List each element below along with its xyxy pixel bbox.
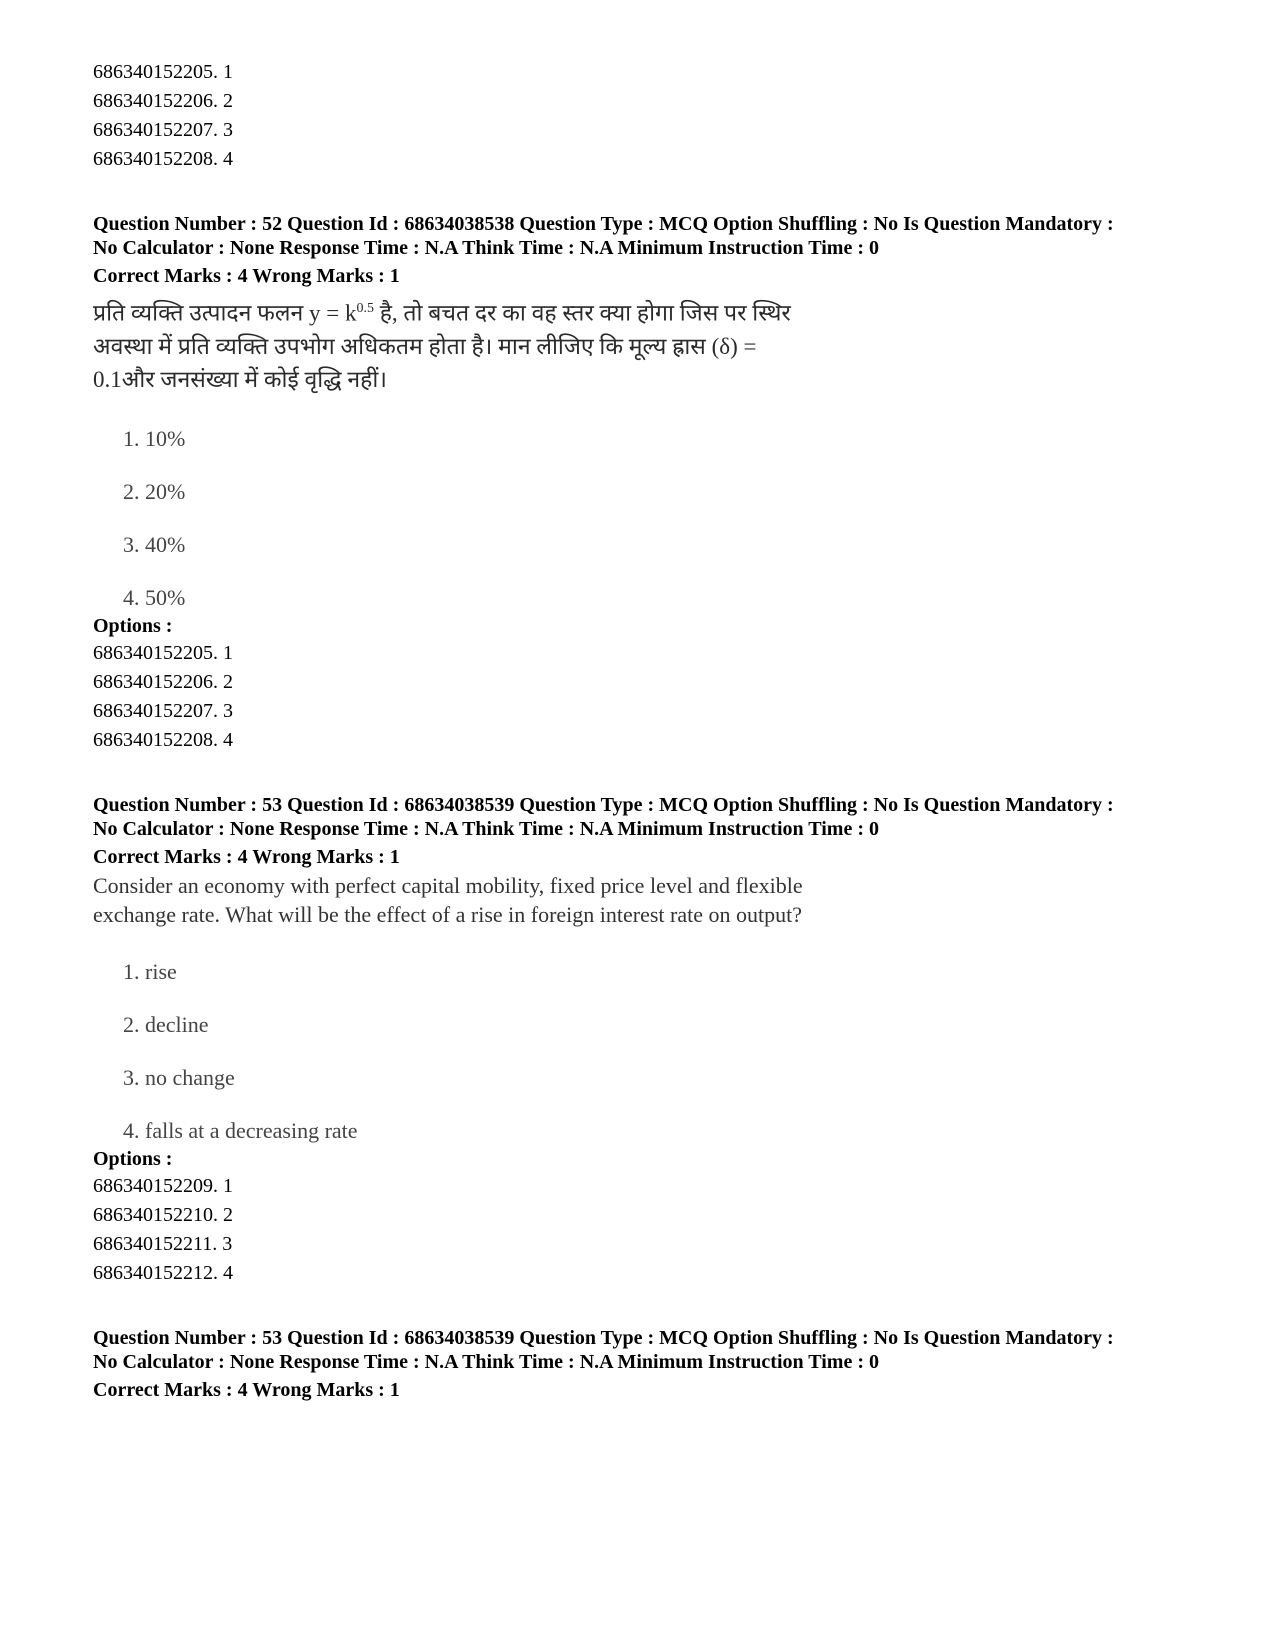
option-id-line: 686340152207. 3 <box>93 119 233 141</box>
answer-choice: 4. falls at a decreasing rate <box>123 1117 358 1143</box>
answer-choice: 1. rise <box>123 958 177 984</box>
question-text-line1 <box>93 292 1193 330</box>
question-text-part1: प्रति व्यक्ति उत्पादन फलन y = k <box>93 300 357 326</box>
question-meta-line2: No Calculator : None Response Time : N.A Think Time : N.A Minimum Instruction Time : 0 <box>93 237 879 259</box>
option-id-line: 686340152206. 2 <box>93 90 233 112</box>
question-53-block <box>93 793 1193 1288</box>
question-53-repeat-block <box>93 1326 1193 1402</box>
question-text-part2: है, तो बचत दर का वह स्तर क्या होगा जिस पर स्थिर <box>373 300 791 326</box>
question-text-line3: 0.1और जनसंख्या में कोई वृद्धि नहीं। <box>93 366 388 392</box>
question-meta-line2: No Calculator : None Response Time : N.A Think Time : N.A Minimum Instruction Time : 0 <box>93 1350 879 1373</box>
question-52-block <box>93 212 1193 755</box>
answer-choice: 2. decline <box>123 1011 209 1037</box>
question-meta-line1: Question Number : 52 Question Id : 68634038538 Question Type : MCQ Option Shuffling : No Is Question Mandatory : <box>93 213 1114 235</box>
question-text <box>93 292 1193 396</box>
option-id-line: 686340152207. 3 <box>93 699 233 722</box>
option-id-line: 686340152206. 2 <box>93 670 233 693</box>
question-marks: Correct Marks : 4 Wrong Marks : 1 <box>93 845 400 868</box>
answer-choice: 4. 50% <box>123 584 186 610</box>
option-id-line: 686340152211. 3 <box>93 1232 233 1255</box>
option-id-line: 686340152208. 4 <box>93 148 233 170</box>
question-text <box>93 871 1193 929</box>
question-text-line2: अवस्था में प्रति व्यक्ति उपभोग अधिकतम होता है। मान लीजिए कि मूल्य ह्रास (δ) = <box>93 333 757 359</box>
question-meta-line1: Question Number : 53 Question Id : 68634038539 Question Type : MCQ Option Shuffling : No Is Question Mandatory : <box>93 1326 1114 1349</box>
answer-choice: 3. 40% <box>123 531 186 557</box>
option-id-line: 686340152209. 1 <box>93 1174 233 1197</box>
question-text-line2: exchange rate. What will be the effect of a rise in foreign interest rate on output? <box>93 901 803 927</box>
question-marks: Correct Marks : 4 Wrong Marks : 1 <box>93 265 400 287</box>
answer-choice: 1. 10% <box>123 425 186 451</box>
answer-choice: 2. 20% <box>123 478 186 504</box>
question-marks: Correct Marks : 4 Wrong Marks : 1 <box>93 1378 400 1401</box>
previous-options-list <box>93 58 1193 174</box>
option-id-line: 686340152205. 1 <box>93 61 233 83</box>
question-meta-line1: Question Number : 53 Question Id : 68634038539 Question Type : MCQ Option Shuffling : No Is Question Mandatory : <box>93 793 1114 816</box>
option-id-line: 686340152208. 4 <box>93 728 233 751</box>
answer-choice: 3. no change <box>123 1064 235 1090</box>
option-id-line: 686340152210. 2 <box>93 1203 233 1226</box>
document-page <box>93 58 1193 1402</box>
options-label: Options : <box>93 614 173 637</box>
options-label: Options : <box>93 1147 173 1170</box>
question-meta-line2: No Calculator : None Response Time : N.A Think Time : N.A Minimum Instruction Time : 0 <box>93 817 879 840</box>
question-text-line1: Consider an economy with perfect capital mobility, fixed price level and flexible <box>93 872 803 898</box>
option-id-line: 686340152212. 4 <box>93 1261 233 1284</box>
option-id-line: 686340152205. 1 <box>93 641 233 664</box>
question-text-exponent: 0.5 <box>356 301 374 316</box>
